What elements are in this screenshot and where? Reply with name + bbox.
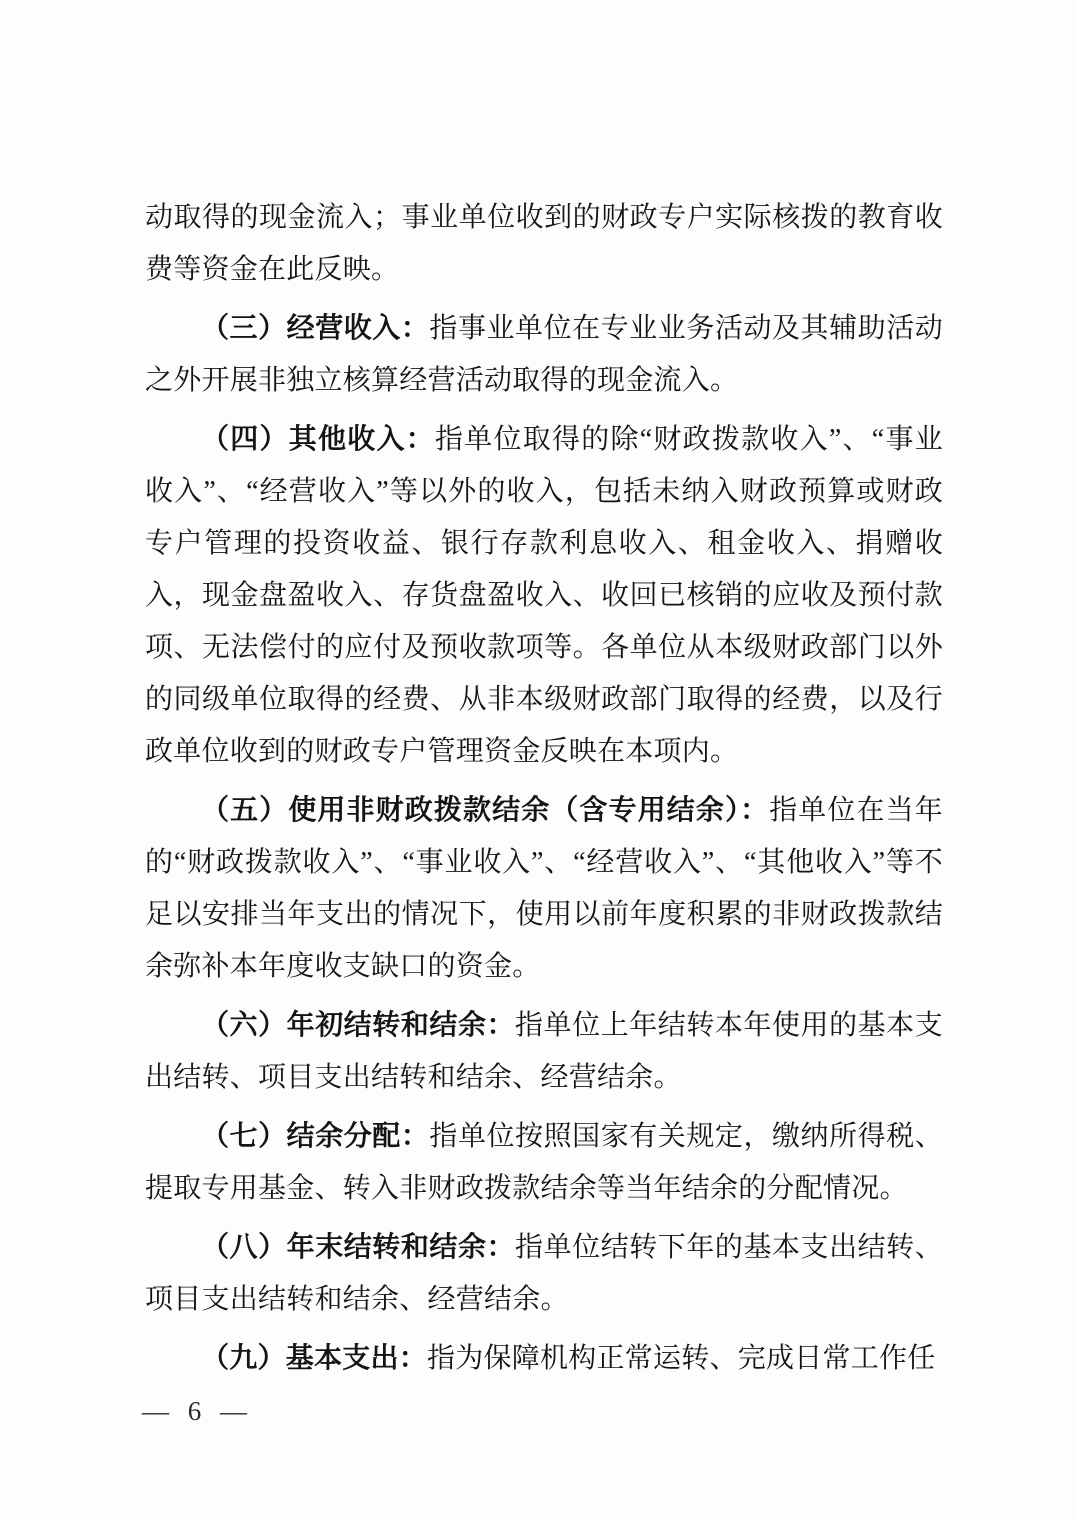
paragraph-text: 指单位上年结转本年使用的基本支出结转、项目支出结转和结余、经营结余。 — [145, 1010, 943, 1093]
paragraph-lead: （三）经营收入： — [201, 313, 430, 344]
paragraph — [145, 303, 943, 407]
paragraph-text: 指单位在当年的“财政拨款收入”、“事业收入”、“经营收入”、“其他收入”等不足以安排当年支出的情况下，使用以前年度积累的非财政拨款结余弥补本年度收支缺口的资金。 — [145, 795, 943, 982]
paragraph-lead: （八）年末结转和结余： — [201, 1232, 516, 1263]
paragraph-text: 指单位取得的除“财政拨款收入”、“事业收入”、“经营收入”等以外的收入，包括未纳入财政预算或财政专户管理的投资收益、银行存款利息收入、租金收入、捐赠收入，现金盘盈收入、存货盘盈收入、收回已核销的应收及预付款项、无法偿付的应付及预收款项等。各单位从本级财政部门以外的同级单位取得的经费、从非本级财政部门取得的经费，以及行政单位收到的财政专户管理资金反映在本项内。 — [145, 424, 943, 767]
paragraph — [145, 1222, 943, 1326]
paragraph — [145, 192, 943, 296]
paragraph — [145, 785, 943, 993]
paragraph-text: 动取得的现金流入；事业单位收到的财政专户实际核拨的教育收费等资金在此反映。 — [145, 202, 943, 285]
paragraph — [145, 1000, 943, 1104]
document-body — [145, 192, 943, 1392]
paragraph-text: 指事业单位在专业业务活动及其辅助活动之外开展非独立核算经营活动取得的现金流入。 — [145, 313, 943, 396]
page-number: — 6 — — [142, 1396, 253, 1426]
paragraph-text: 指为保障机构正常运转、完成日常工作任 — [427, 1343, 936, 1374]
paragraph-text: 指单位按照国家有关规定，缴纳所得税、提取专用基金、转入非财政拨款结余等当年结余的分配情况。 — [145, 1121, 943, 1204]
paragraph — [145, 1111, 943, 1215]
paragraph-lead: （五）使用非财政拨款结余（含专用结余）： — [201, 795, 770, 826]
paragraph-lead: （七）结余分配： — [201, 1121, 430, 1152]
paragraph-text: 指单位结转下年的基本支出结转、项目支出结转和结余、经营结余。 — [145, 1232, 943, 1315]
paragraph — [145, 414, 943, 778]
paragraph-lead: （九）基本支出： — [201, 1343, 428, 1374]
paragraph — [145, 1333, 943, 1385]
paragraph-lead: （六）年初结转和结余： — [201, 1010, 516, 1041]
paragraph-lead: （四）其他收入： — [201, 424, 435, 455]
